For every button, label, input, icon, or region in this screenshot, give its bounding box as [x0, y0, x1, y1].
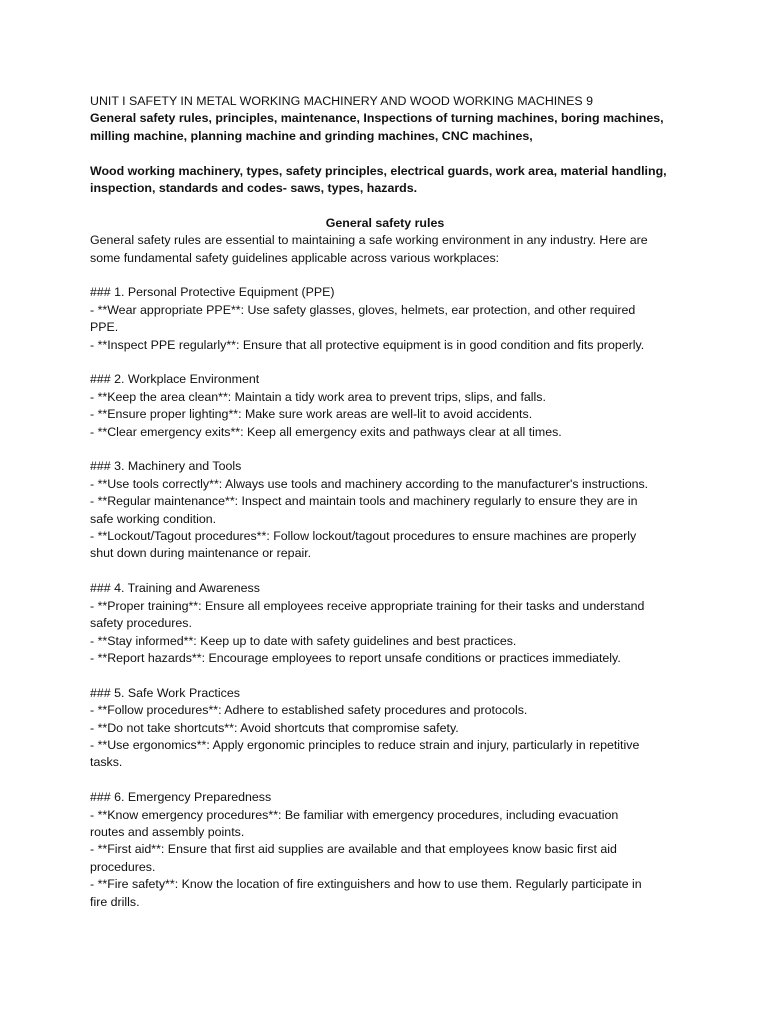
subsection-heading: ### 3. Machinery and Tools [90, 459, 242, 474]
topics-line: Wood working machinery, types, safety principles, electrical guards, work area, material handling, [90, 163, 667, 178]
bullet-line: safety procedures. [90, 616, 192, 631]
bullet-line: - **Fire safety**: Know the location of fire extinguishers and how to use them. Regularly participate in [90, 877, 642, 892]
bullet-line: - **Clear emergency exits**: Keep all emergency exits and pathways clear at all times. [90, 424, 562, 439]
spacer [90, 441, 690, 458]
bullet-line: PPE. [90, 320, 119, 335]
bullet-line: procedures. [90, 859, 156, 874]
bullet-line: - **Ensure proper lighting**: Make sure work areas are well-lit to avoid accidents. [90, 407, 533, 422]
bullet-line: shut down during maintenance or repair. [90, 546, 312, 561]
bullet-line: - **Keep the area clean**: Maintain a tidy work area to prevent trips, slips, and falls. [90, 389, 546, 404]
bullet-line: - **Use tools correctly**: Always use tools and machinery according to the manufacturer's instructions. [90, 476, 649, 491]
intro-line: some fundamental safety guidelines applicable across various workplaces: [90, 250, 500, 265]
bullet-line: - **Regular maintenance**: Inspect and maintain tools and machinery regularly to ensure they are in [90, 494, 638, 509]
spacer [90, 197, 690, 214]
subsection-heading: ### 6. Emergency Preparedness [90, 790, 272, 805]
spacer [90, 667, 690, 684]
spacer [90, 145, 690, 162]
section-title: General safety rules [325, 215, 445, 230]
bullet-line: - **Proper training**: Ensure all employees receive appropriate training for their tasks and understand [90, 598, 645, 613]
bullet-line: - **Use ergonomics**: Apply ergonomic principles to reduce strain and injury, particularly in repetitive [90, 737, 640, 752]
bullet-line: - **Wear appropriate PPE**: Use safety glasses, gloves, helmets, ear protection, and other required [90, 302, 636, 317]
subsection-heading: ### 5. Safe Work Practices [90, 685, 240, 700]
bullet-line: tasks. [90, 755, 123, 770]
bullet-line: - **Do not take shortcuts**: Avoid shortcuts that compromise safety. [90, 720, 459, 735]
bullet-line: - **Report hazards**: Encourage employees to report unsafe conditions or practices immediately. [90, 650, 621, 665]
bullet-line: safe working condition. [90, 511, 217, 526]
spacer [90, 772, 690, 789]
bullet-line: - **Lockout/Tagout procedures**: Follow lockout/tagout procedures to ensure machines are properly [90, 529, 637, 544]
topics-line: General safety rules, principles, maintenance, Inspections of turning machines, boring machines, [90, 111, 664, 126]
document-page [90, 93, 690, 911]
subsection-heading: ### 2. Workplace Environment [90, 372, 260, 387]
subsection-heading: ### 4. Training and Awareness [90, 581, 260, 596]
topics-line: milling machine, planning machine and grinding machines, CNC machines, [90, 128, 533, 143]
bullet-line: fire drills. [90, 894, 140, 909]
intro-line: General safety rules are essential to maintaining a safe working environment in any industry. Here are [90, 233, 648, 248]
bullet-line: - **Inspect PPE regularly**: Ensure that all protective equipment is in good condition and fits properly. [90, 337, 645, 352]
bullet-line: - **Know emergency procedures**: Be familiar with emergency procedures, including evacuation [90, 807, 619, 822]
spacer [90, 563, 690, 580]
spacer [90, 354, 690, 371]
bullet-line: routes and assembly points. [90, 824, 245, 839]
sections-container [90, 267, 690, 911]
bullet-line: - **Stay informed**: Keep up to date with safety guidelines and best practices. [90, 633, 517, 648]
bullet-line: - **Follow procedures**: Adhere to established safety procedures and protocols. [90, 703, 528, 718]
subsection-heading: ### 1. Personal Protective Equipment (PPE) [90, 285, 335, 300]
bullet-line: - **First aid**: Ensure that first aid supplies are available and that employees know basic first aid [90, 842, 617, 857]
topics-line: inspection, standards and codes- saws, types, hazards. [90, 181, 418, 196]
spacer [90, 267, 690, 284]
unit-heading: UNIT I SAFETY IN METAL WORKING MACHINERY AND WOOD WORKING MACHINES 9 [90, 94, 594, 108]
